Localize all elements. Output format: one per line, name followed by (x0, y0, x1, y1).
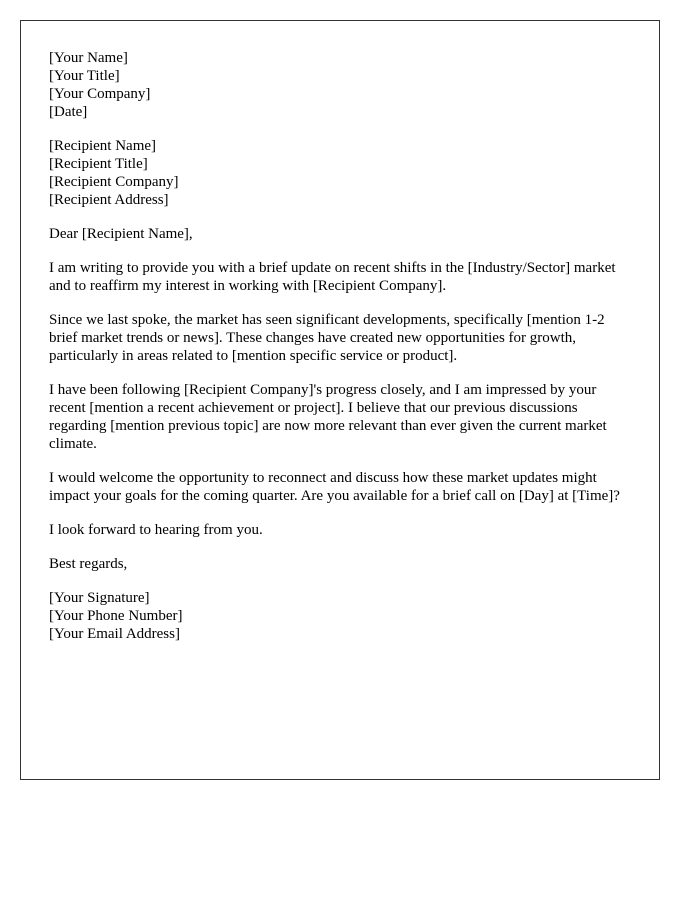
signature-line: [Your Signature] (49, 590, 150, 606)
signature-block (49, 589, 631, 643)
recipient-address: [Recipient Address] (49, 192, 169, 208)
body-paragraph-3: I have been following [Recipient Company]'s progress closely, and I am impressed by your recent [mention a recent achievement or project]. I believe that our previous discussions regarding [mention previous topic] are now more relevant than ever given the current market climate. (49, 382, 607, 452)
recipient-name: [Recipient Name] (49, 138, 157, 154)
body-paragraph-5: I look forward to hearing from you. (49, 522, 263, 538)
body-paragraph-4: I would welcome the opportunity to reconnect and discuss how these market updates might impact your goals for the coming quarter. Are you available for a brief call on [Day] at [Time]? (49, 470, 620, 504)
body-paragraph-1: I am writing to provide you with a brief update on recent shifts in the [Industry/Sector] market and to reaffirm my interest in working with [Recipient Company]. (49, 260, 616, 294)
salutation: Dear [Recipient Name], (49, 226, 193, 242)
sender-name: [Your Name] (49, 50, 128, 66)
email-address: [Your Email Address] (49, 626, 180, 642)
sender-company: [Your Company] (49, 86, 151, 102)
closing: Best regards, (49, 556, 128, 572)
letter-page (20, 20, 660, 780)
recipient-block (49, 137, 631, 209)
letter-date: [Date] (49, 104, 88, 120)
phone-number: [Your Phone Number] (49, 608, 183, 624)
recipient-company: [Recipient Company] (49, 174, 179, 190)
sender-title: [Your Title] (49, 68, 120, 84)
sender-block (49, 49, 631, 121)
body-paragraph-2: Since we last spoke, the market has seen significant developments, specifically [mention 1-2 brief market trends or news]. These changes have created new opportunities for growth, particularly in areas related to [mention specific service or product]. (49, 312, 605, 364)
recipient-title: [Recipient Title] (49, 156, 148, 172)
